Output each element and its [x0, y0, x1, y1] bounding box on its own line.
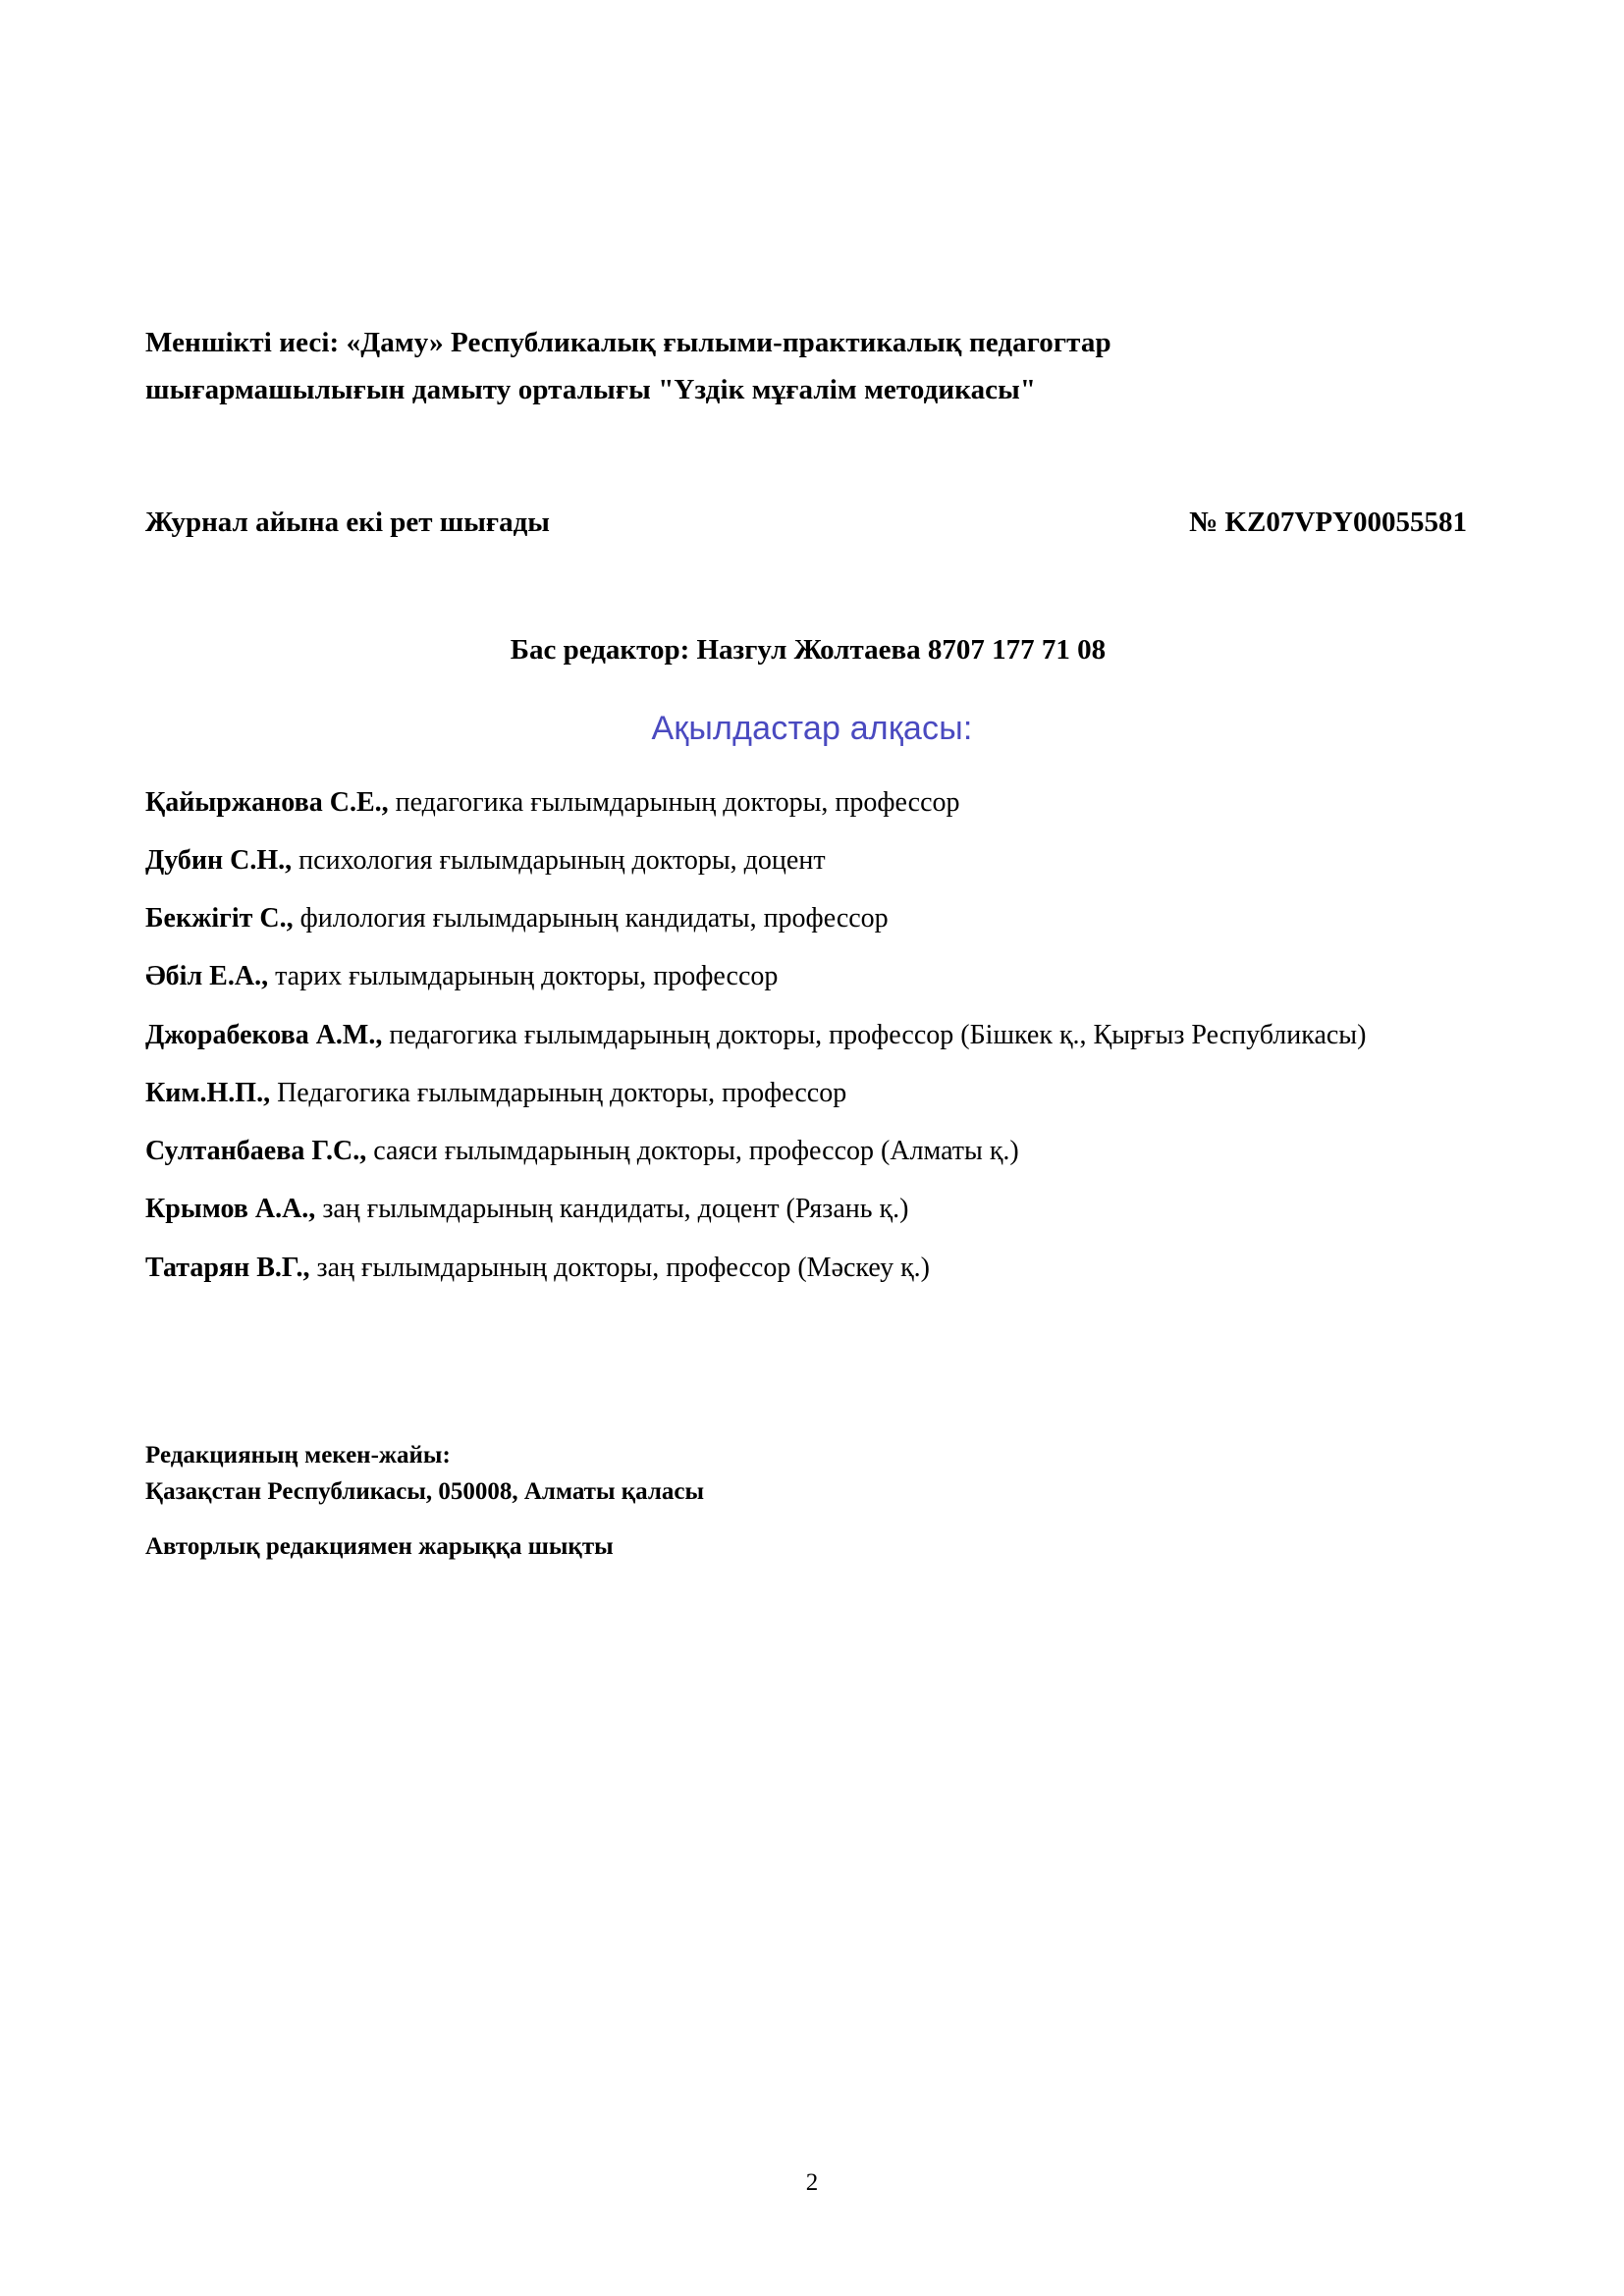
owner-line-2: шығармашылығын дамыту орталығы "Үздік мұғалім методикасы" — [145, 373, 1037, 405]
board-member — [145, 781, 1479, 825]
board-member — [145, 1014, 1479, 1057]
frequency-row — [145, 507, 1479, 539]
board-member-desc: педагогика ғылымдарының докторы, профессор (Бішкек қ., Қырғыз Республикасы) — [382, 1019, 1367, 1050]
address-label: Редакцияның мекен-жайы: — [145, 1441, 451, 1468]
edition-note: Авторлық редакциямен жарыққа шықты — [145, 1532, 614, 1560]
board-member-desc: тарих ғылымдарының докторы, профессор — [268, 961, 779, 992]
editorial-address-block — [145, 1437, 1479, 1566]
board-member-name: Ким.Н.П., — [145, 1077, 271, 1108]
board-member-desc: филология ғылымдарының кандидаты, профессор — [293, 903, 889, 934]
board-member — [145, 1247, 1479, 1290]
board-member-desc: заң ғылымдарының кандидаты, доцент (Рязань қ.) — [315, 1194, 909, 1225]
board-member — [145, 1130, 1479, 1173]
owner-statement — [145, 320, 1479, 414]
publication-frequency: Журнал айына екі рет шығады — [145, 506, 550, 538]
board-member-desc: заң ғылымдарының докторы, профессор (Мәскеу қ.) — [309, 1252, 930, 1283]
board-member-name: Дубин С.Н., — [145, 844, 293, 876]
board-member-name: Султанбаева Г.С., — [145, 1136, 367, 1167]
spacer — [145, 1511, 1479, 1528]
board-member-name: Крымов А.А., — [145, 1194, 316, 1225]
address-value: Қазақстан Республикасы, 050008, Алматы қаласы — [145, 1478, 704, 1506]
editorial-board-list — [145, 781, 1479, 1290]
chief-editor-line: Бас редактор: Назгул Жолтаева 8707 177 71 08 — [510, 633, 1107, 666]
issn-number: № KZ07VPY00055581 — [1189, 506, 1467, 538]
editorial-board-title: Ақылдастар алқасы: — [651, 709, 973, 747]
owner-line-1: Меншікті иесі: «Даму» Республикалық ғылыми-практикалық педагогтар — [145, 327, 1111, 358]
board-member-desc: Педагогика ғылымдарының докторы, профессор — [270, 1077, 847, 1108]
board-member-desc: психология ғылымдарының докторы, доцент — [292, 844, 826, 876]
board-member-name: Бекжігіт С., — [145, 903, 294, 934]
board-member-name: Джорабекова А.М., — [145, 1019, 383, 1050]
board-member — [145, 955, 1479, 998]
board-member-name: Қайыржанова С.Е., — [145, 786, 389, 818]
board-member — [145, 1188, 1479, 1231]
board-member — [145, 839, 1479, 882]
board-member — [145, 1072, 1479, 1115]
board-member-desc: саяси ғылымдарының докторы, профессор (Алматы қ.) — [366, 1136, 1019, 1167]
board-member-name: Әбіл Е.А., — [145, 961, 269, 992]
board-member — [145, 897, 1479, 940]
page-content — [145, 0, 1479, 1565]
board-member-desc: педагогика ғылымдарының докторы, профессор — [388, 786, 960, 818]
board-member-name: Татарян В.Г., — [145, 1252, 310, 1283]
page-number: 2 — [805, 2169, 819, 2196]
